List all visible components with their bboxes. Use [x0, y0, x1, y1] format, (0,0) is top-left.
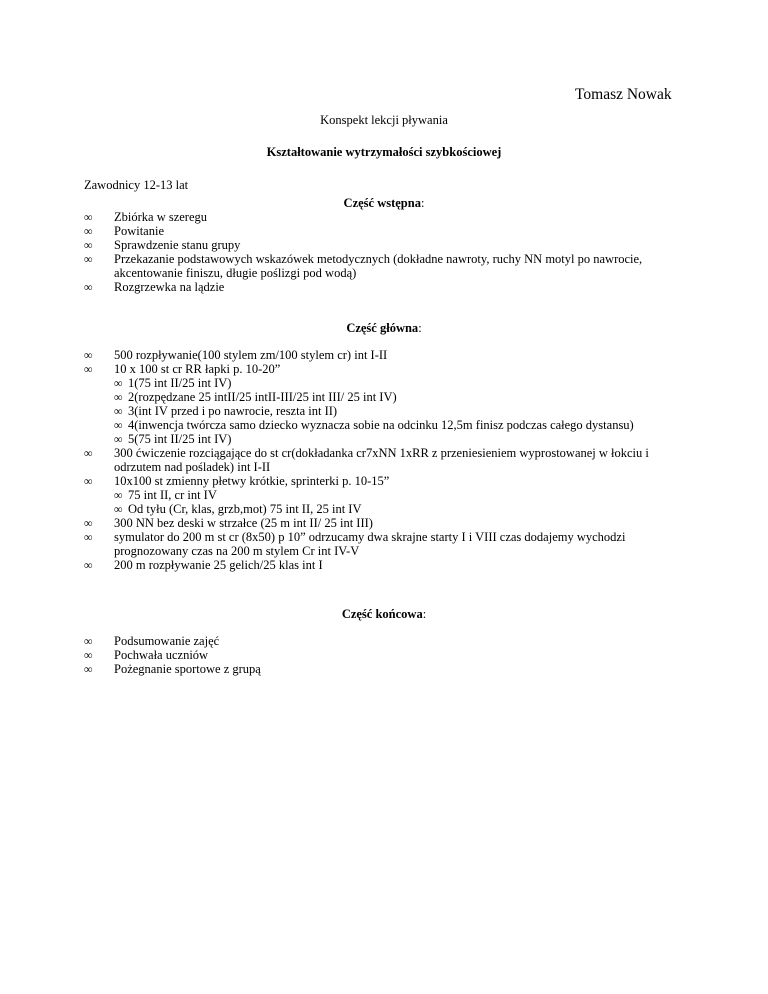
list-item: ∞ 200 m rozpływanie 25 gelich/25 klas int I: [84, 558, 684, 572]
section-heading-ending: [0, 607, 768, 621]
list-item: ∞ Przekazanie podstawowych wskazówek metodycznych (dokładne nawroty, ruchy NN motyl po nawrocie, akcentowanie finiszu, długie poślizgi pod wodą): [84, 252, 684, 280]
sub-list-item: ∞ 2(rozpędzane 25 intII/25 intII-III/25 int III/ 25 int IV): [114, 390, 684, 404]
main-list: [84, 348, 684, 572]
intro-list: [84, 210, 684, 294]
list-item-text: 10 x 100 st cr RR łapki p. 10-20”: [114, 362, 281, 376]
sub-list-item: ∞ 1(75 int II/25 int IV): [114, 376, 684, 390]
sub-list-item: ∞ 5(75 int II/25 int IV): [114, 432, 684, 446]
participants-line: Zawodnicy 12-13 lat: [84, 178, 189, 192]
author-name: Tomasz Nowak: [575, 86, 672, 103]
list-item: ∞ Pochwała uczniów: [84, 648, 684, 662]
document-subtitle: Konspekt lekcji pływania: [320, 113, 448, 127]
list-item: ∞ 500 rozpływanie(100 stylem zm/100 stylem cr) int I-II: [84, 348, 684, 362]
list-item: ∞ Rozgrzewka na lądzie: [84, 280, 684, 294]
sub-list: [114, 376, 684, 446]
section-heading-intro: [0, 196, 768, 210]
sub-list: [114, 488, 684, 516]
section-heading-main-text: Część główna: [346, 321, 419, 335]
list-item: ∞ 300 NN bez deski w strzałce (25 m int II/ 25 int III): [84, 516, 684, 530]
list-item: ∞ Sprawdzenie stanu grupy: [84, 238, 684, 252]
list-item: ∞ 300 ćwiczenie rozciągające do st cr(dokładanka cr7xNN 1xRR z przeniesieniem wyprostowanej w łokciu i odrzutem nad pośladek) int I-II: [84, 446, 684, 474]
sub-list-item: ∞ 4(inwencja twórcza samo dziecko wyznacza sobie na odcinku 12,5m finisz podczas całego dystansu): [114, 418, 684, 432]
sub-list-item: ∞ 75 int II, cr int IV: [114, 488, 684, 502]
section-heading-main: [0, 321, 768, 335]
ending-list: [84, 634, 684, 676]
list-item: [84, 474, 684, 516]
section-heading-ending-colon: :: [422, 607, 427, 621]
list-item-text: 10x100 st zmienny płetwy krótkie, sprinterki p. 10-15”: [114, 474, 390, 488]
list-item: ∞ Powitanie: [84, 224, 684, 238]
section-heading-ending-text: Część końcowa: [341, 607, 423, 621]
list-item: ∞ Pożegnanie sportowe z grupą: [84, 662, 684, 676]
list-item: ∞ Zbiórka w szeregu: [84, 210, 684, 224]
list-item: [84, 362, 684, 446]
sub-list-item: ∞ Od tyłu (Cr, klas, grzb,mot) 75 int II, 25 int IV: [114, 502, 684, 516]
list-item: ∞ symulator do 200 m st cr (8x50) p 10” odrzucamy dwa skrajne starty I i VIII czas dodajemy wychodzi prognozowany czas na 200 m stylem Cr int IV-V: [84, 530, 684, 558]
section-heading-intro-colon: :: [420, 196, 425, 210]
sub-list-item: ∞ 3(int IV przed i po nawrocie, reszta int II): [114, 404, 684, 418]
document-title: Kształtowanie wytrzymałości szybkościowej: [266, 145, 502, 159]
section-heading-main-colon: :: [418, 321, 422, 335]
list-item: ∞ Podsumowanie zajęć: [84, 634, 684, 648]
section-heading-intro-text: Część wstępna: [343, 196, 421, 210]
